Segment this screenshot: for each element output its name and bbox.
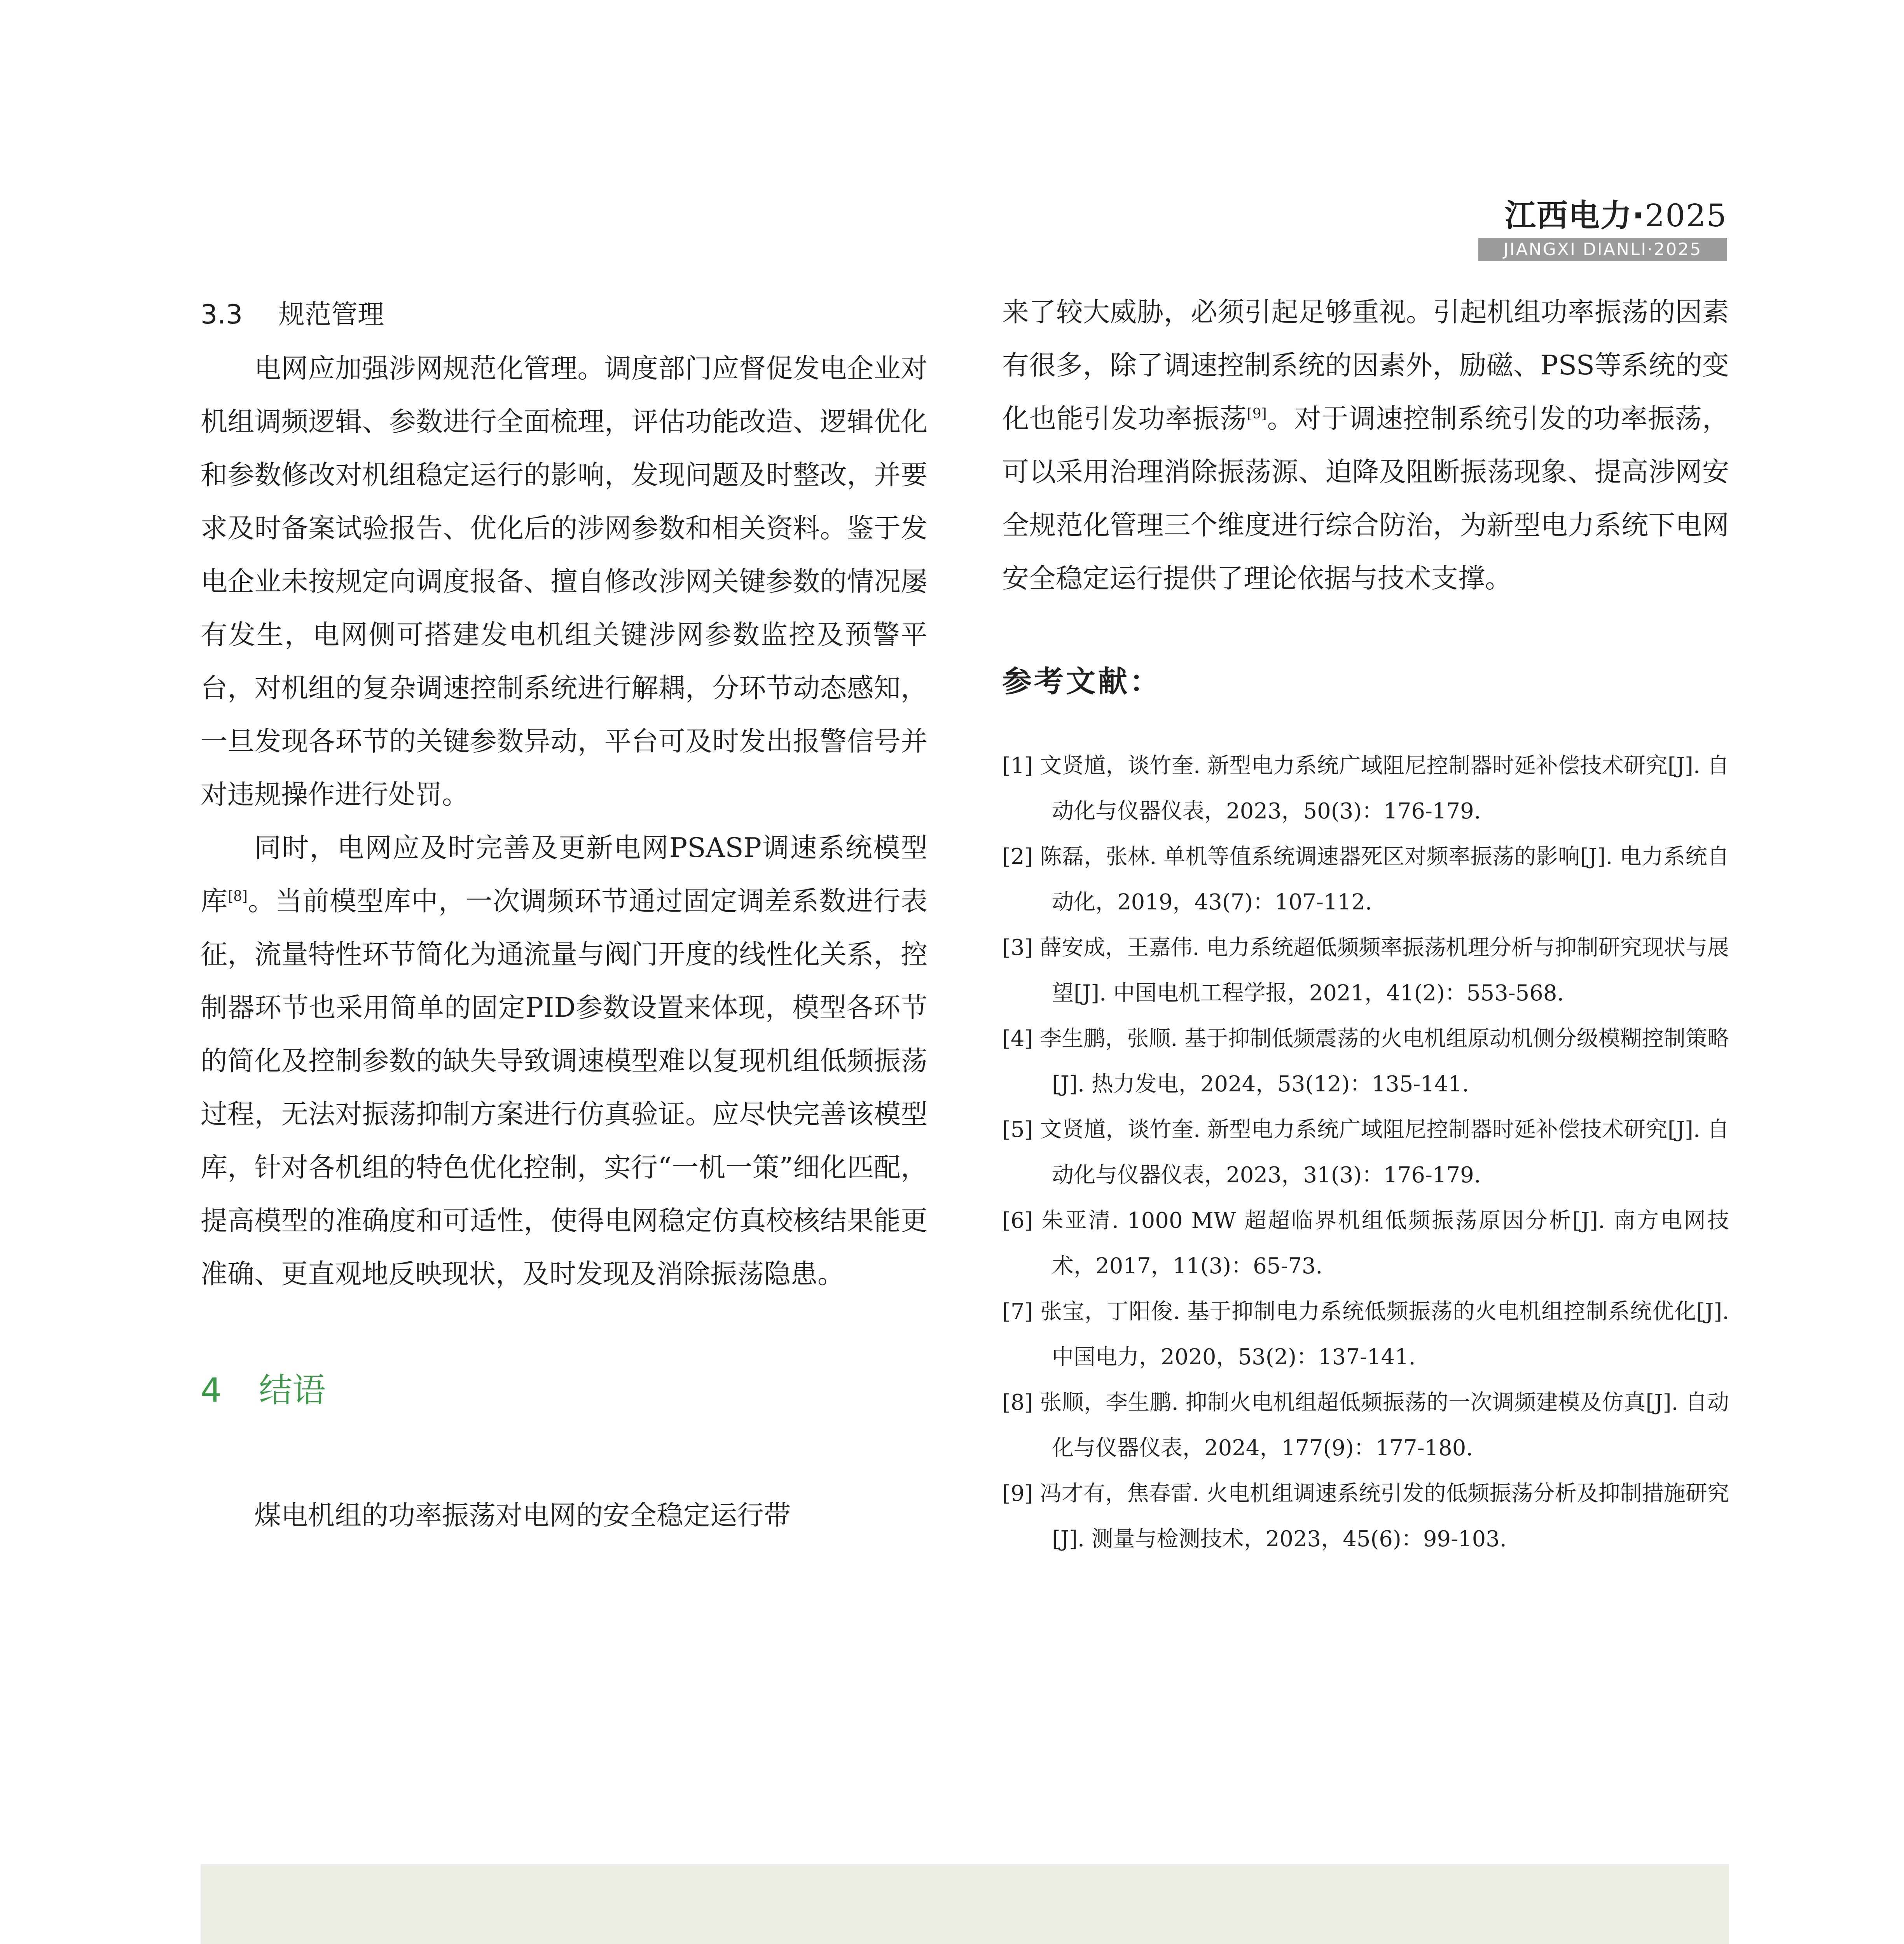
paragraph (201, 822, 928, 1301)
left-column (201, 286, 928, 1542)
paragraph: 电网应加强涉网规范化管理。调度部门应督促发电企业对机组调频逻辑、参数进行全面梳理，评估功能改造、逻辑优化和参数修改对机组稳定运行的影响，发现问题及时整改，并要求及时备案试验报告、优化后的涉网参数和相关资料。鉴于发电企业未按规定向调度报备、擅自修改涉网关键参数的情况屡有发生，电网侧可搭建发电机组关键涉网参数监控及预警平台，对机组的复杂调速控制系统进行解耦，分环节动态感知，一旦发现各环节的关键参数异动，平台可及时发出报警信号并对违规操作进行处罚。 (201, 353, 928, 810)
citation: [9] (1247, 406, 1267, 422)
reference-list (1002, 743, 1729, 1562)
paragraph (1002, 286, 1729, 605)
reference-item: [1] 文贤馗，谈竹奎. 新型电力系统广域阻尼控制器时延补偿技术研究[J]. 自动化与仪器仪表，2023，50(3)：176-179. (1002, 753, 1729, 824)
paragraph: 煤电机组的功率振荡对电网的安全稳定运行带 (254, 1500, 791, 1531)
journal-subtitle-bar: JIANGXI DIANLI·2025 (1478, 238, 1727, 261)
references-heading: 参考文献： (1002, 664, 1162, 699)
reference-item: [2] 陈磊，张林. 单机等值系统调速器死区对频率振荡的影响[J]. 电力系统自动化，2019，43(7)：107-112. (1002, 844, 1729, 915)
paragraph-text: 来了较大威胁，必须引起足够重视。引起机组功率振荡的因素有很多，除了调速控制系统的因素外，励磁、PSS等系统的变化也能引发功率振荡 (1002, 297, 1729, 434)
bottom-blank-box (201, 1864, 1729, 1944)
section-number: 4 (201, 1371, 222, 1410)
journal-separator: · (1632, 198, 1645, 234)
reference-item: [7] 张宝，丁阳俊. 基于抑制电力系统低频振荡的火电机组控制系统优化[J]. 中国电力，2020，53(2)：137-141. (1002, 1299, 1729, 1370)
journal-title (1505, 191, 1727, 235)
reference-item: [9] 冯才有，焦春雷. 火电机组调速系统引发的低频振荡分析及抑制措施研究[J]. 测量与检测技术，2023，45(6)：99-103. (1002, 1481, 1729, 1552)
section-title: 规范管理 (278, 299, 384, 330)
right-column (1002, 286, 1729, 1562)
paragraph-text: 同时，电网应及时完善及更新电网PSASP调速系统模型库 (201, 832, 928, 917)
paragraph-text: 。当前模型库中，一次调频环节通过固定调差系数进行表征，流量特性环节简化为通流量与阀门开度的线性化关系，控制器环节也采用简单的固定PID参数设置来体现，模型各环节的简化及控制参数的缺失导致调速模型难以复现机组低频振荡过程，无法对振荡抑制方案进行仿真验证。应尽快完善该模型库，针对各机组的特色优化控制，实行“一机一策”细化匹配，提高模型的准确度和可适性，使得电网稳定仿真校核结果能更准确、更直观地反映现状，及时发现及消除振荡隐患。 (201, 886, 928, 1290)
journal-name: 江西电力 (1505, 198, 1633, 234)
section-heading-3-3 (201, 294, 928, 331)
citation: [8] (227, 888, 248, 904)
section-number: 3.3 (201, 299, 243, 330)
reference-item: [8] 张顺，李生鹏. 抑制火电机组超低频振荡的一次调频建模及仿真[J]. 自动化与仪器仪表，2024，177(9)：177-180. (1002, 1390, 1729, 1461)
journal-year: 2025 (1645, 198, 1727, 234)
section-title: 结语 (259, 1371, 326, 1410)
reference-item: [3] 薛安成，王嘉伟. 电力系统超低频频率振荡机理分析与抑制研究现状与展望[J]. 中国电机工程学报，2021，41(2)：553-568. (1002, 935, 1729, 1006)
reference-item: [5] 文贤馗，谈竹奎. 新型电力系统广域阻尼控制器时延补偿技术研究[J]. 自动化与仪器仪表，2023，31(3)：176-179. (1002, 1117, 1729, 1188)
reference-item: [6] 朱亚清. 1000 MW 超超临界机组低频振荡原因分析[J]. 南方电网技术，2017，11(3)：65-73. (1002, 1208, 1729, 1279)
paragraph-text: 。对于调速控制系统引发的功率振荡，可以采用治理消除振荡源、迫降及阻断振荡现象、提高涉网安全规范化管理三个维度进行综合防治，为新型电力系统下电网安全稳定运行提供了理论依据与技术支撑。 (1002, 403, 1729, 594)
reference-item: [4] 李生鹏，张顺. 基于抑制低频震荡的火电机组原动机侧分级模糊控制策略[J]. 热力发电，2024，53(12)：135-141. (1002, 1026, 1729, 1097)
section-heading-4 (201, 1363, 928, 1411)
